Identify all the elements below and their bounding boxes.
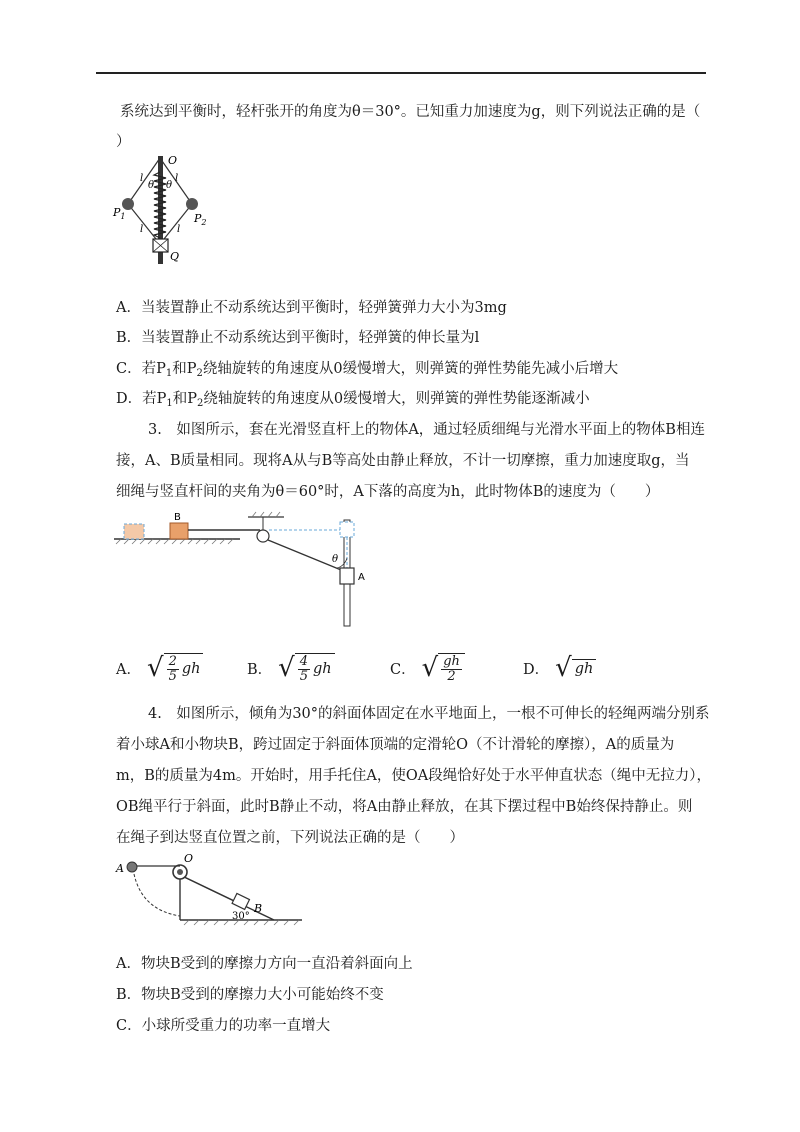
q4-option-c[interactable]: C．小球所受重力的功率一直增大 (116, 1018, 331, 1034)
block-a (340, 568, 354, 584)
block-b-initial (124, 524, 144, 539)
label-theta-right: θ (166, 180, 173, 191)
label-theta: θ (332, 554, 339, 565)
q4-line5: 在绳子到达竖直位置之前，下列说法正确的是（ ） (116, 830, 464, 846)
q4-line2: 着小球A和小物块B，跨过固定于斜面体顶端的定滑轮O（不计滑轮的摩擦），A的质量为 (116, 737, 675, 753)
q2-option-a[interactable]: A．当装置静止不动系统达到平衡时，轻弹簧弹力大小为3mg (116, 300, 507, 316)
ball-p1 (122, 198, 134, 210)
q3-line1: 3. 如图所示，套在光滑竖直杆上的物体A，通过轻质细绳与光滑水平面上的物体B相连 (148, 422, 705, 438)
label-l-ul: l (140, 173, 144, 184)
q4-line1: 4. 如图所示，倾角为30°的斜面体固定在水平地面上，一根不可伸长的轻绳两端分别系 (148, 706, 710, 722)
q4-option-a[interactable]: A．物块B受到的摩擦力方向一直沿着斜面向上 (116, 956, 413, 972)
label-angle: 30° (232, 911, 250, 922)
label-theta-left: θ (148, 180, 155, 191)
block-b (170, 523, 188, 539)
label-l-ur: l (175, 173, 179, 184)
label-a: A (358, 572, 365, 583)
block-a-initial (340, 522, 354, 537)
q2-option-b[interactable]: B．当装置静止不动系统达到平衡时，轻弹簧的伸长量为l (116, 330, 480, 346)
label-p2: $P_2$ (194, 212, 207, 227)
radical-d: √ gh (555, 655, 596, 681)
pulley (257, 530, 269, 542)
q3-line2: 接，A、B质量相同。现将A从与B等高处由静止释放，不计一切摩擦，重力加速度取g，当 (116, 453, 690, 469)
q2-figure (112, 150, 222, 268)
q2-option-c[interactable]: C．若$P_1$和$P_2$绕轴旋转的角速度从0缓慢增大，则弹簧的弹性势能先减小后增大 (116, 361, 619, 379)
header-rule (96, 72, 706, 74)
rod-lower-left (128, 204, 160, 244)
q4-line3: m，B的质量为4m。开始时，用手托住A，使OA段绳恰好处于水平伸直状态（绳中无拉力）， (116, 768, 711, 784)
q4-line4: OB绳平行于斜面，此时B静止不动，将A由静止释放，在其下摆过程中B始终保持静止。则 (116, 799, 693, 815)
label-l-lr: l (177, 224, 181, 235)
q3-option-d[interactable]: D． √ gh (523, 650, 596, 686)
q2-stem-line1: 系统达到平衡时，轻杆张开的角度为θ＝30°。已知重力加速度为g，则下列说法正确的是（ (120, 104, 701, 120)
label-a: A (116, 862, 124, 875)
ball-p2 (186, 198, 198, 210)
q3-option-b[interactable]: B． √ $\frac{4}{5}$ gh (247, 650, 335, 686)
label-o: O (168, 154, 178, 167)
q4-figure (112, 852, 312, 932)
q2-option-d[interactable]: D．若$P_1$和$P_2$绕轴旋转的角速度从0缓慢增大，则弹簧的弹性势能逐渐减小 (116, 391, 590, 409)
q3-option-c[interactable]: C． √ $\frac{gh}{2}$ (390, 650, 465, 686)
rope-ob (184, 877, 238, 903)
radical-c: √ $\frac{gh}{2}$ (422, 653, 465, 684)
q3-line3: 细绳与竖直杆间的夹角为θ＝60°时，A下落的高度为h，此时物体B的速度为（ ） (116, 484, 660, 500)
label-p1: $P_1$ (113, 206, 126, 221)
rod-lower-right (160, 204, 192, 244)
radical-a: √ $\frac{2}{5}$ gh (147, 653, 203, 684)
radical-b: √ $\frac{4}{5}$ gh (278, 653, 334, 684)
q2-stem-line2: ） (116, 134, 131, 150)
q4-option-b[interactable]: B．物块B受到的摩擦力大小可能始终不变 (116, 987, 384, 1003)
label-b: B (174, 512, 181, 523)
label-q: Q (170, 250, 180, 263)
swing-path (134, 874, 180, 916)
q3-figure (112, 508, 382, 630)
label-o: O (184, 852, 194, 865)
label-l-ll: l (140, 224, 144, 235)
ball-a (127, 862, 137, 872)
label-b: B (254, 902, 263, 915)
q3-option-a[interactable]: A． √ $\frac{2}{5}$ gh (116, 650, 203, 686)
